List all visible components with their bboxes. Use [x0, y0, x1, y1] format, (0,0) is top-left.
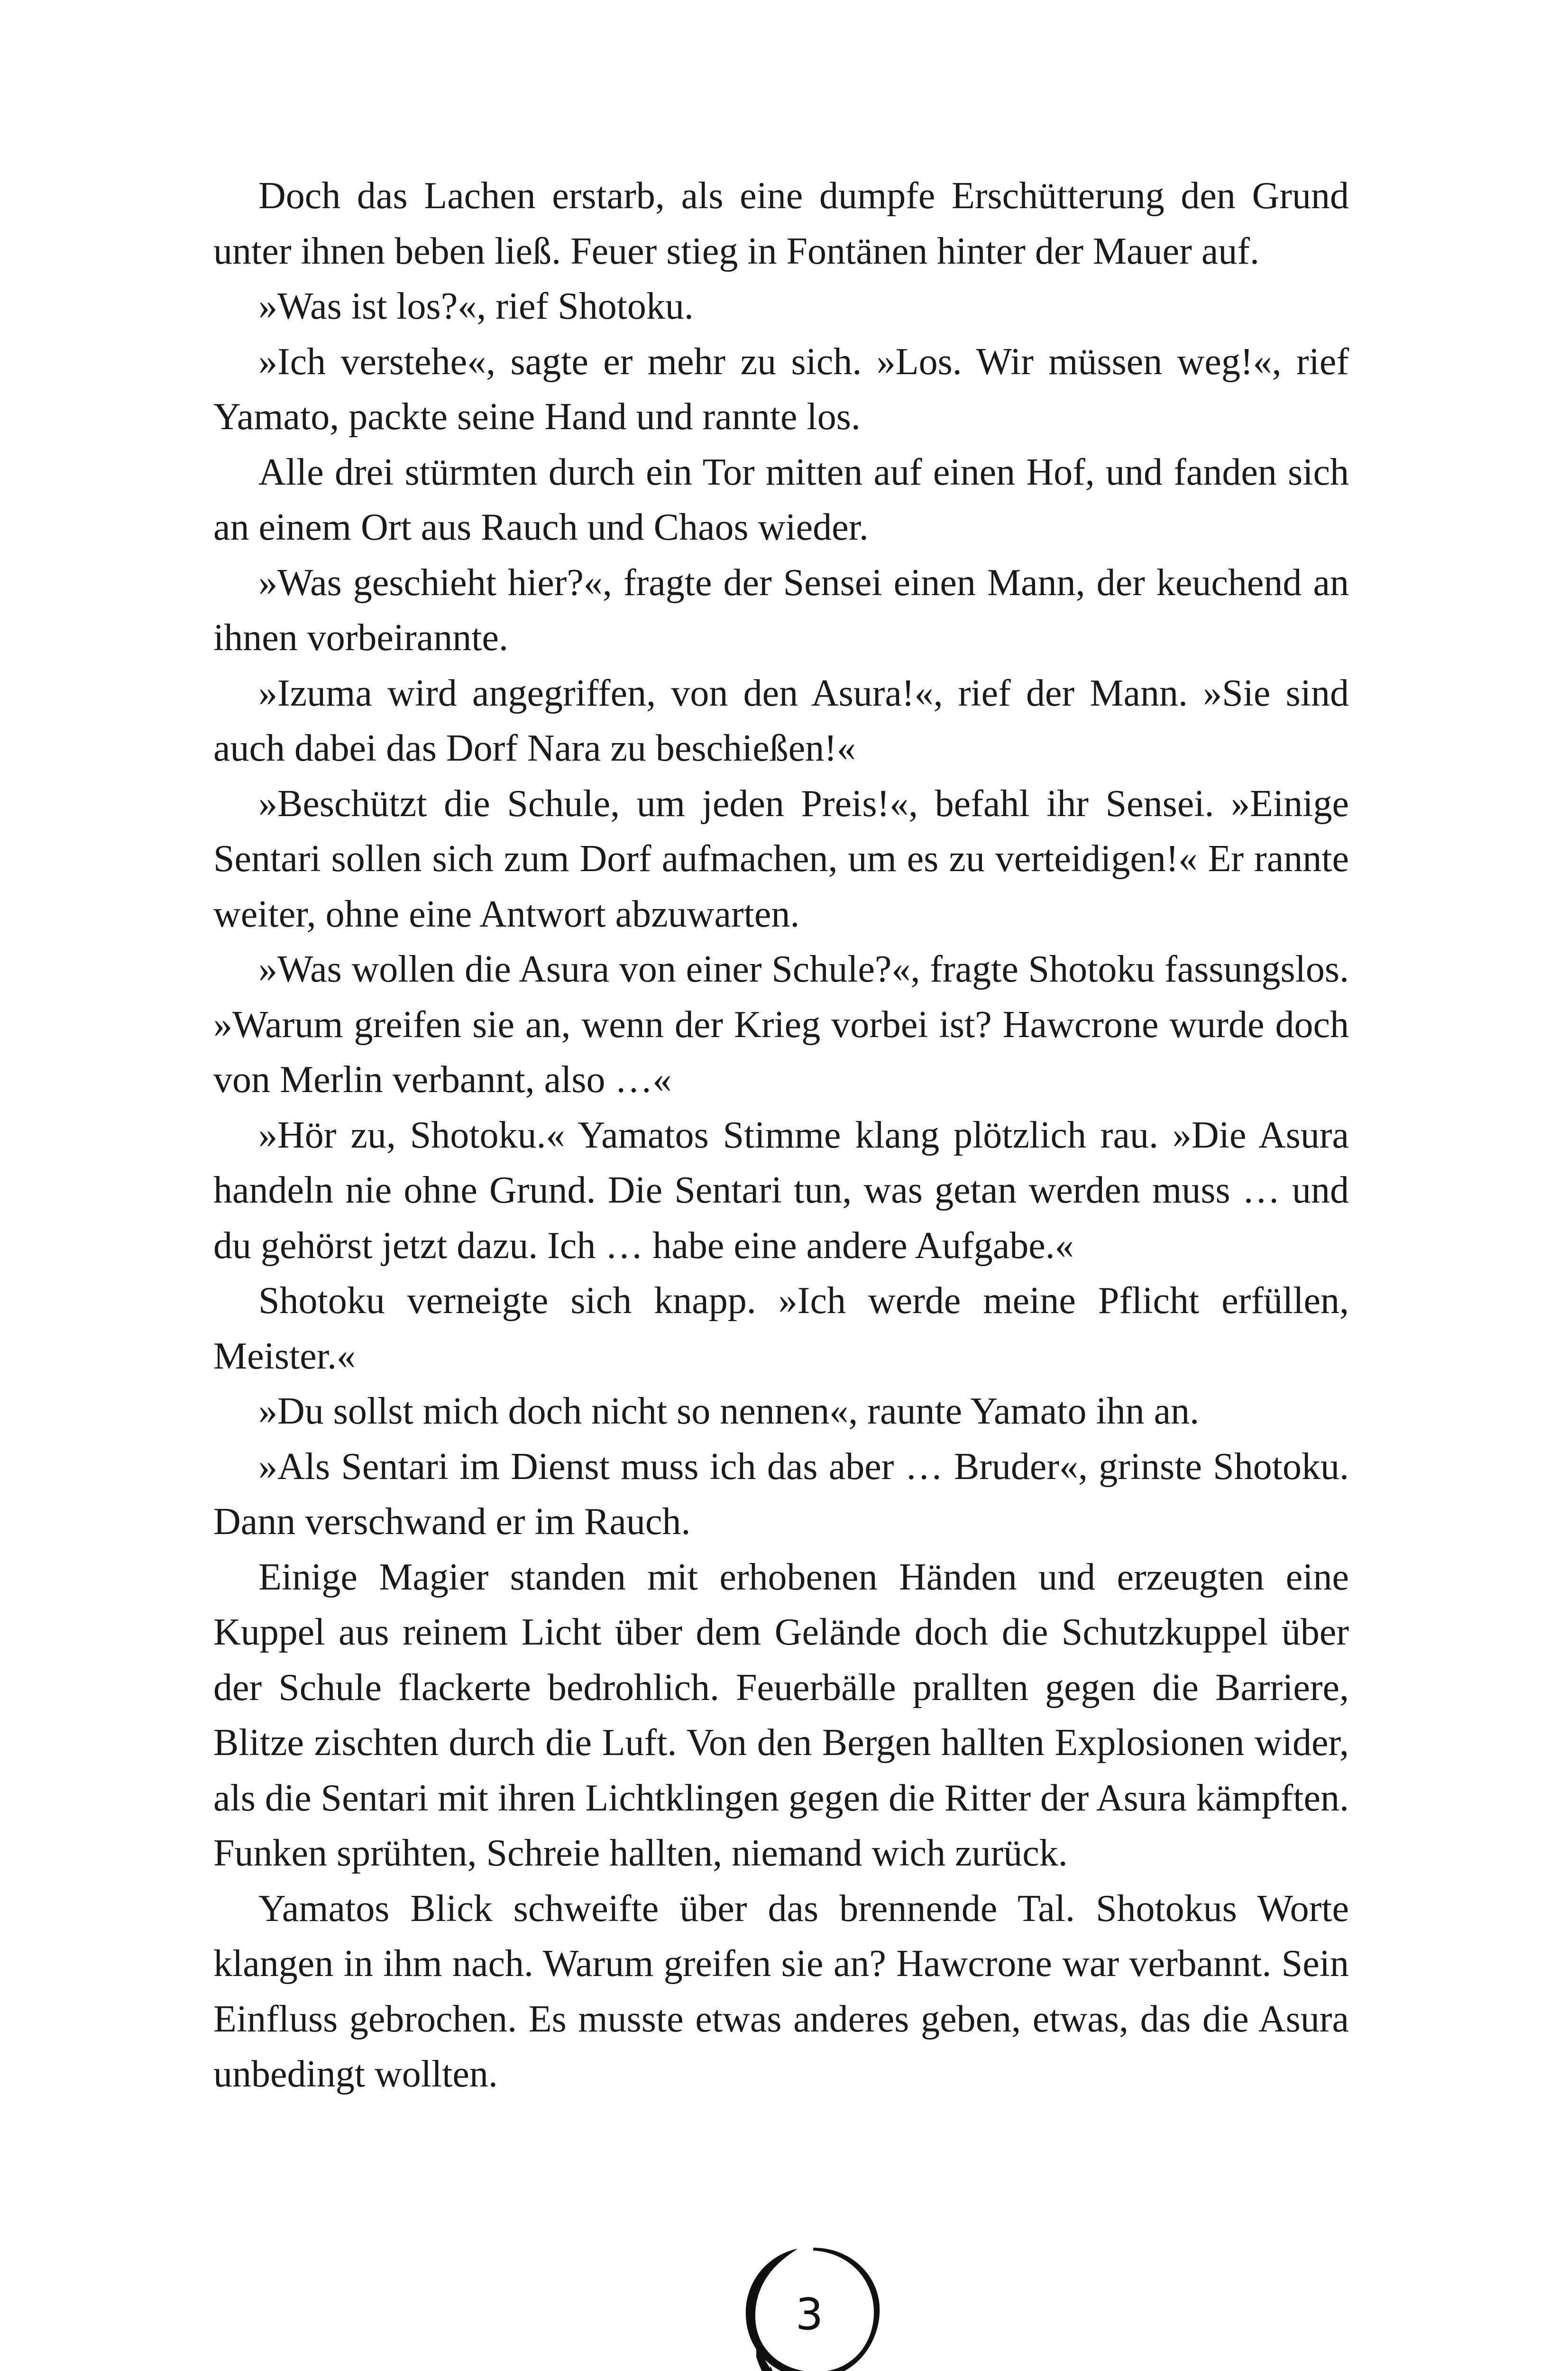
paragraph: Alle drei stürmten durch ein Tor mitten auf einen Hof, und fanden sich an einem Ort aus Rauch und Chaos wieder. — [213, 451, 1349, 548]
paragraph: »Als Sentari im Dienst muss ich das aber … Bruder«, grinste Shotoku. Dann verschwand er im Rauch. — [213, 1445, 1349, 1543]
page-number: 3 — [795, 2288, 824, 2340]
paragraph: Shotoku verneigte sich knapp. »Ich werde meine Pflicht erfüllen, Meister.« — [213, 1280, 1349, 1377]
paragraph: »Ich verstehe«, sagte er mehr zu sich. »Los. Wir müssen weg!«, rief Yamato, packte seine Hand und rannte los. — [213, 340, 1349, 438]
paragraph: »Was ist los?«, rief Shotoku. — [258, 285, 694, 327]
paragraph: »Beschützt die Schule, um jeden Preis!«, befahl ihr Sensei. »Einige Sentari sollen sich zum Dorf aufmachen, um es zu verteidigen!« Er rannte weiter, ohne eine Antwort abzuwarten. — [213, 782, 1349, 935]
paragraph: »Was geschieht hier?«, fragte der Sensei einen Mann, der keuchend an ihnen vorbeirannte. — [213, 561, 1349, 659]
paragraph: Doch das Lachen erstarb, als eine dumpfe Erschütterung den Grund unter ihnen beben ließ. Feuer stieg in Fontänen hinter der Mauer auf. — [213, 175, 1349, 272]
paragraph: »Was wollen die Asura von einer Schule?«, fragte Shotoku fassungslos. »Warum greifen sie an, wenn der Krieg vorbei ist? Hawcrone wurde doch von Merlin verbannt, also …« — [213, 948, 1349, 1101]
paragraph: »Izuma wird angegriffen, von den Asura!«, rief der Mann. »Sie sind auch dabei das Dorf Nara zu beschießen!« — [213, 672, 1349, 769]
paragraph: »Du sollst mich doch nicht so nennen«, raunte Yamato ihn an. — [258, 1390, 1200, 1432]
body-text — [213, 168, 1349, 2102]
paragraph: »Hör zu, Shotoku.« Yamatos Stimme klang plötzlich rau. »Die Asura handeln nie ohne Grund. Die Sentari tun, was getan werden muss … und du gehörst jetzt dazu. Ich … habe eine andere Aufgabe.« — [213, 1114, 1349, 1267]
paragraph: Einige Magier standen mit erhobenen Händen und erzeugten eine Kuppel aus reinem Licht über dem Gelände doch die Schutzkuppel über der Schule flackerte bedrohlich. Feuerbälle prallten gegen die Barriere, Blitze zischten durch die Luft. Von den Bergen hallten Explosionen wider, als die Sentari mit ihren Lichtklingen gegen die Ritter der Asura kämpften. Funken sprühten, Schreie hallten, niemand wich zurück. — [213, 1556, 1349, 1874]
paragraph: Yamatos Blick schweifte über das brennende Tal. Shotokus Worte klangen in ihm nach. Warum greifen sie an? Hawcrone war verbannt. Sein Einfluss gebrochen. Es musste etwas anderes geben, etwas, das die Asura unbedingt wollten. — [213, 1887, 1349, 2095]
